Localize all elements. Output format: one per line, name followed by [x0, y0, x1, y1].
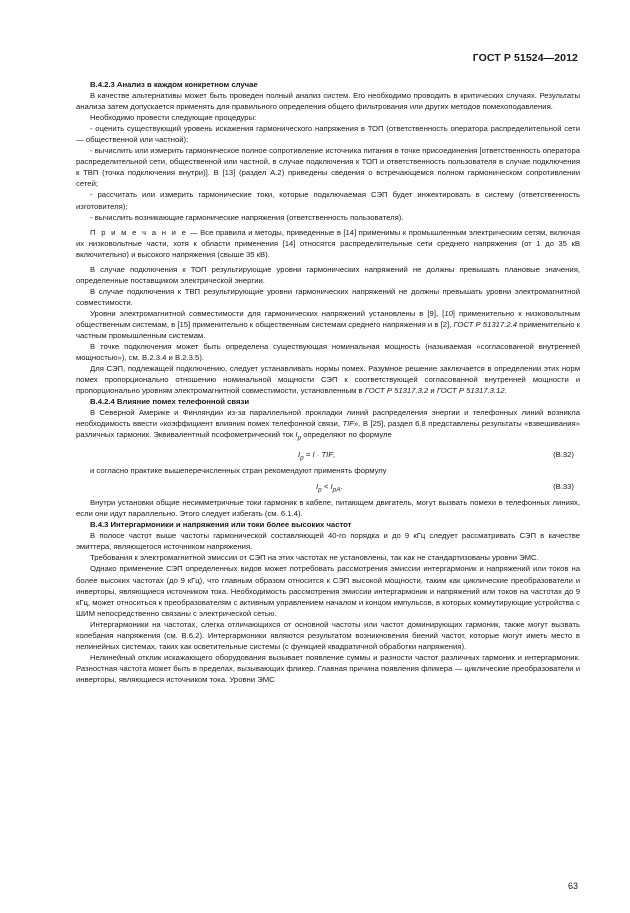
- paragraph: В точке подключения может быть определена существующая номинальная мощность (называемая «согласованной внутренней мощностью»), см. В.2.3.4 и В.2.3.5).: [76, 342, 580, 363]
- list-item: - рассчитать или измерить гармонические токи, которые подключаемая СЭП будет инжектировать в систему (ответственность изготовителя);: [76, 190, 580, 211]
- paragraph: Нелинейный отклик искажающего оборудования вызывает появление суммы и разности частот различных гармоник и интергармоник. Разностная частота может быть в пределах, вызывающих фликер. Главная причина появления фликера — циклические преобразователи и инверторы, являющиеся источником тока. Уровни ЭМС: [76, 652, 580, 684]
- equation-b33: [76, 481, 580, 492]
- paragraph: Для СЭП, подлежащей подключению, следует устанавливать нормы помех. Разумное решение заключается в определении этих норм помех пропорционально отношению номинальной мощности СЭП к соответствующей согласованной внутренней мощности и пропорционально уровням электромагнитной совместимости, установленным в ГОСТ Р 51317.3.2 и ГОСТ Р 51317.3.12.: [76, 364, 580, 396]
- paragraph: Необходимо провести следующие процедуры:: [90, 113, 257, 123]
- note-label: П р и м е ч а н и е: [90, 227, 188, 237]
- paragraph: В случае подключения к ТОП результирующие уровни гармонических напряжений не должны превышать плановые значения, определенные поставщиком электрической энергии.: [76, 264, 580, 285]
- list-item: - вычислить или измерить гармоническое полное сопротивление источника питания в точке присоединения [ответственность оператора распределительной сети, общественной или частной, в случае подключения к ТОП и ответственность пользователя в случае подключения к ТВП (точка подключения внутри)]. В [13] (раздел А.2) приведены сведения о встречающемся полном гармоническом сопротивлении сетей;: [76, 146, 580, 189]
- section-heading-b423: В.4.2.3 Анализ в каждом конкретном случае: [90, 80, 258, 89]
- paragraph: Требования к электромагнитной эмиссии от СЭП на этих частотах не установлены, так как не стандартизованы уровни ЭМС.: [90, 553, 539, 563]
- section-heading-b43: В.4.3 Интергармоники и напряжения или токи более высоких частот: [90, 520, 352, 530]
- page-number: 63: [567, 881, 578, 891]
- paragraph: В качестве альтернативы может быть проведен полный анализ систем. Его необходимо проводить в критических случаях. Результаты анализа затем допускается применять для правильного определения общего фильтрования или других методов помехоподавления.: [76, 91, 580, 112]
- paragraph: В полосе частот выше частоты гармонической составляющей 40-го порядка и до 9 кГц следует рассматривать СЭП в качестве эмиттера, являющегося источником напряжения.: [76, 531, 580, 552]
- note-text: — Все правила и методы, приведенные в [14] применимы к промышленным электрическим сетям, включая их низковольтные части, хотя к области применения [14] относятся распределительные сети среднего напряжения (от 1 до 35 кВ включительно) и высокого напряжения (свыше 35 кВ).: [76, 227, 580, 259]
- paragraph: Уровни электромагнитной совместимости для гармонических напряжений установлены в [9], [10] применительно к низковольтным общественным системам, в [15] применительно к общественным системам среднего напряжения и в [2], ГОСТ Р 51317.2.4 применительно к частным промышленным системам.: [76, 308, 580, 341]
- list-item: - оценить существующий уровень искажения гармонического напряжения в ТОП (ответственность оператора распределительной сети — общественной или частной);: [76, 124, 580, 145]
- paragraph: Внутри установки общие несимметричные токи гармоник в кабеле, питающем двигатель, могут вызвать помехи в телефонных линиях, если они идут параллельно. Этого следует избегать (см. 6.1.4).: [76, 498, 580, 519]
- equation-formula: $I_p = I$ · TIF,: [298, 450, 336, 462]
- paragraph: Однако применение СЭП определенных видов может потребовать рассмотрения эмиссии интергармоник и напряжений или токов на более высоких частотах (до 9 кГц), что главным образом относится к СЭП высокой мощности, таким как циклические преобразователи и инверторы, являющиеся источником тока. Необходимость рассмотрения эмиссии интергармоник и напряжений или токов на частотах до 9 кГц, может относиться к преобразователям с активным управлением началом и концом импульсов, в которых коммутирующие устройства с ШИМ непосредственно связаны с электрической сетью.: [76, 564, 580, 618]
- note: [76, 227, 580, 260]
- paragraph: и согласно практике вышеперечисленных стран рекомендуют применять формулу: [90, 466, 387, 476]
- list-item: - вычислить возникающие гармонические напряжения (ответственность пользователя).: [90, 212, 404, 222]
- standard-header: ГОСТ Р 51524—2012: [472, 52, 578, 64]
- document-body: [76, 79, 580, 685]
- paragraph: Интергармоники на частотах, слегка отличающихся от основной частоты или частот доминирующих гармоник, также могут вызвать колебания напряжения (см. В.6.2). Интергармоники являются результатом возникновения биений частот, которые могут иметь место в нелинейных системах, таких как осветительные системы (с функцией квадратичной обработки напряжения).: [76, 619, 580, 651]
- equation-b32: [76, 449, 580, 460]
- equation-number: (В.33): [553, 482, 574, 492]
- section-heading-b424: В.4.2.4 Влияние помех телефонной связи: [90, 397, 250, 407]
- paragraph: В Северной Америке и Финляндии из-за параллельной прокладки линий распределения энергии и телефонных линий возникла необходимость ввести «коэффициент влияния помех телефонной связи, TIF». В [25], раздел 6.8 представлены результаты «взвешивания» различных гармоник. Эквивалентный псофометрический ток $I_p$ определяют по формуле: [76, 408, 580, 442]
- equation-formula: $I_p < I_{pA}$.: [316, 482, 343, 494]
- paragraph: В случае подключения к ТВП результирующие уровни гармонических напряжений не должны превышать уровни электромагнитной совместимости.: [76, 286, 580, 307]
- equation-number: (В.32): [553, 450, 574, 460]
